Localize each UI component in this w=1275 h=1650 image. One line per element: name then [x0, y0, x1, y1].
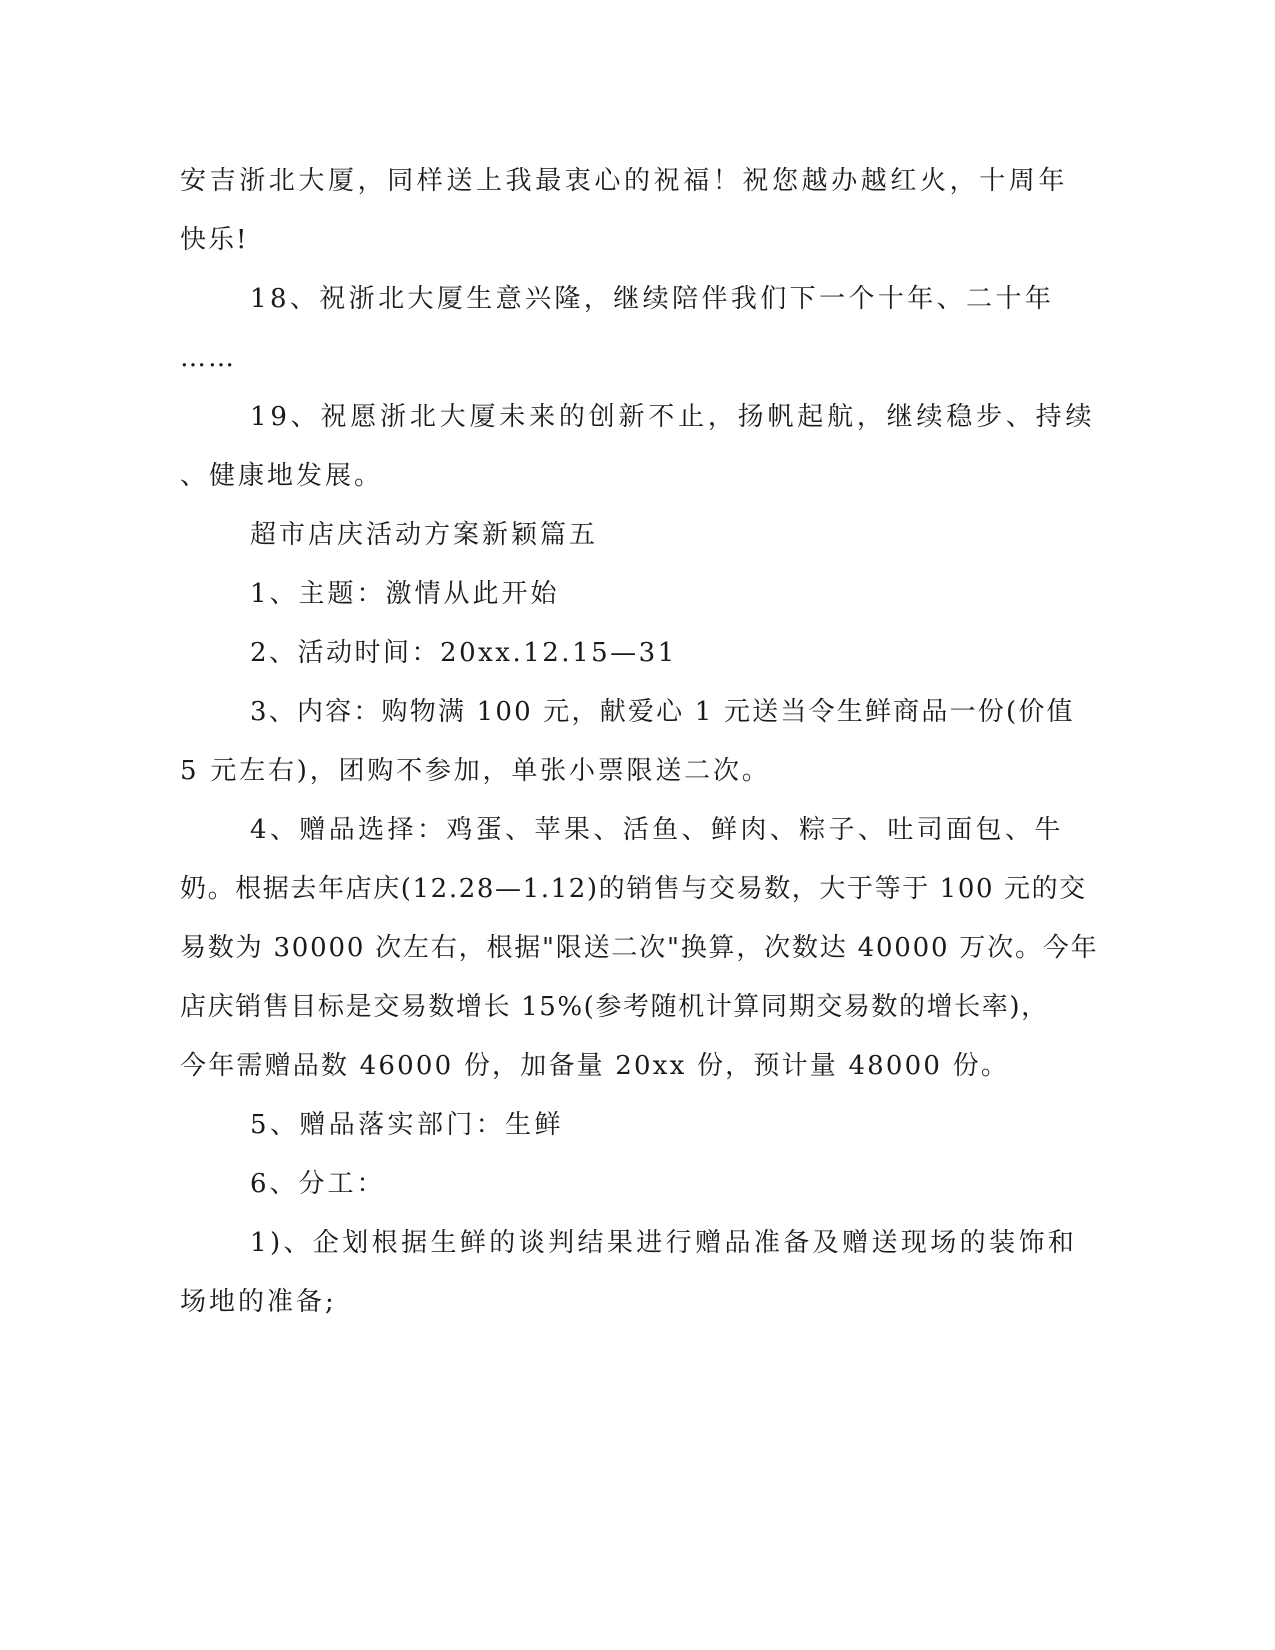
text-line: 快乐!	[180, 225, 249, 255]
text-line: 、健康地发展。	[180, 461, 384, 491]
text-line: 5 元左右)，团购不参加，单张小票限送二次。	[180, 756, 771, 786]
text-line: 1、主题：激情从此开始	[250, 579, 560, 609]
text-line: 今年需赠品数 46000 份，加备量 20xx 份，预计量 48000 份。	[180, 1051, 1010, 1081]
text-line: 场地的准备;	[180, 1287, 337, 1317]
text-line: 18、祝浙北大厦生意兴隆，继续陪伴我们下一个十年、二十年	[250, 284, 1055, 314]
text-line: 1)、企划根据生鲜的谈判结果进行赠品准备及赠送现场的装饰和	[250, 1228, 1078, 1258]
text-line: 易数为 30000 次左右，根据"限送二次"换算，次数达 40000 万次。今年	[180, 933, 1099, 963]
text-line: ……	[180, 343, 236, 373]
text-line: 3、内容：购物满 100 元，献爱心 1 元送当令生鲜商品一份(价值	[250, 697, 1075, 727]
text-line: 4、赠品选择：鸡蛋、苹果、活鱼、鲜肉、粽子、吐司面包、牛	[250, 815, 1064, 845]
text-line: 店庆销售目标是交易数增长 15%(参考随机计算同期交易数的增长率)，	[180, 992, 1049, 1022]
section-heading: 超市店庆活动方案新颖篇五	[250, 520, 599, 550]
text-line: 19、祝愿浙北大厦未来的创新不止，扬帆起航，继续稳步、持续	[250, 402, 1096, 432]
text-line: 5、赠品落实部门：生鲜	[250, 1110, 564, 1140]
text-line: 安吉浙北大厦，同样送上我最衷心的祝福！祝您越办越红火，十周年	[180, 166, 1069, 196]
text-line: 奶。根据去年店庆(12.28—1.12)的销售与交易数，大于等于 100 元的交	[180, 874, 1087, 904]
text-line: 6、分工：	[250, 1169, 386, 1199]
text-line: 2、活动时间：20xx.12.15—31	[250, 638, 677, 668]
